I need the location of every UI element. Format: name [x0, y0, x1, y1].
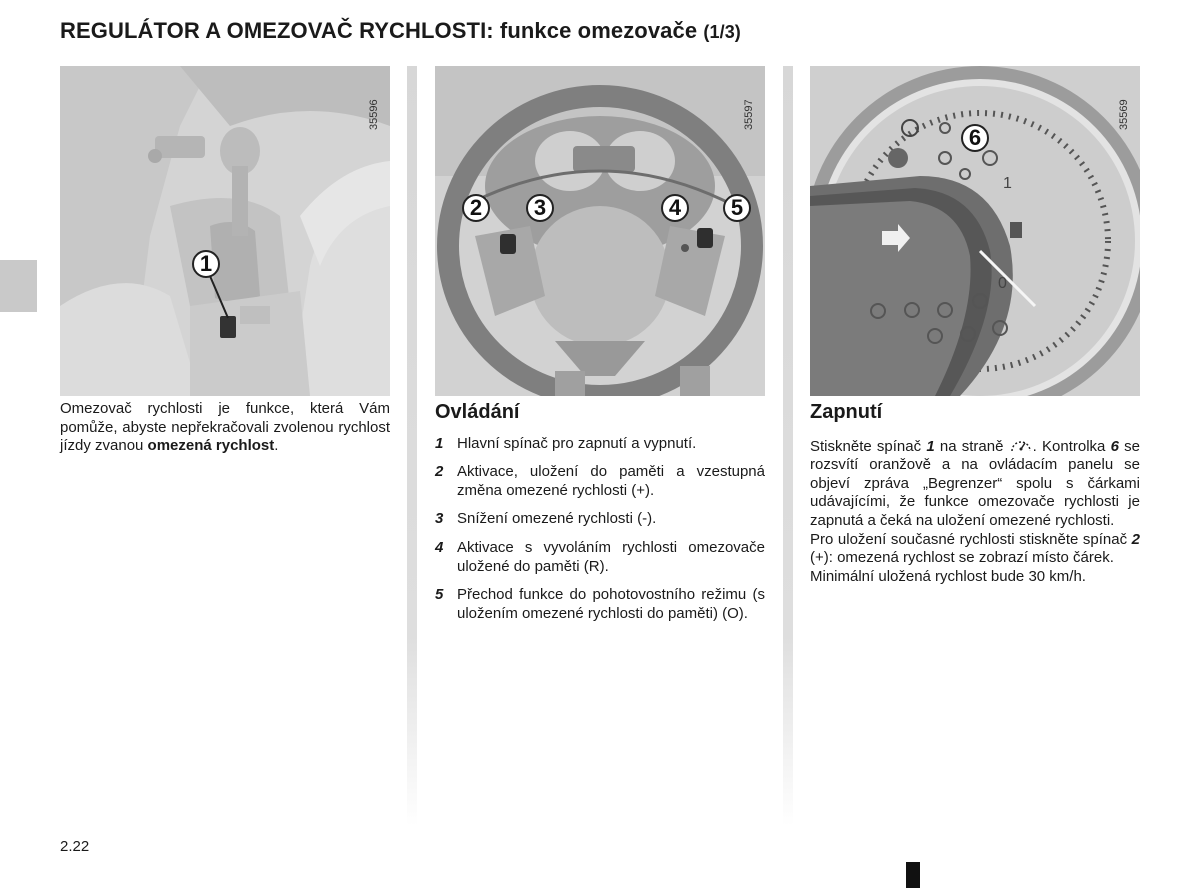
callout-4: 4: [661, 194, 689, 222]
intro-paragraph: Omezovač rychlosti je funkce, která Vám pomůže, abyste nepřekračovali zvolenou rychlost jízdy zvanou omezená rychlost.: [60, 400, 390, 455]
steering-wheel-illustration: [435, 66, 765, 396]
store-speed-paragraph: Pro uložení současné rychlosti stiskněte spínač 2 (+): omezená rychlost se zobrazí místo čárek.: [810, 530, 1140, 567]
page-title: REGULÁTOR A OMEZOVAČ RYCHLOSTI: funkce omezovače (1/3): [60, 18, 741, 43]
figure-number: 35597: [743, 99, 755, 130]
section-heading-controls: Ovládání: [435, 401, 520, 423]
gear-lever-illustration: [60, 66, 390, 396]
callout-2: 2: [462, 194, 490, 222]
speed-limiter-icon: [1009, 435, 1033, 455]
figure-number: 35569: [1118, 99, 1130, 130]
page-number: 2.22: [60, 838, 90, 855]
callout-5: 5: [723, 194, 751, 222]
list-item: 2 Aktivace, uložení do paměti a vzestupná změna omezené rychlosti (+).: [435, 463, 765, 499]
intro-bold-term: omezená rychlost: [147, 437, 275, 455]
svg-text:0: 0: [998, 275, 1007, 292]
page-part: (1/3): [703, 22, 741, 42]
section-tab: [0, 260, 37, 312]
column-intro: [60, 400, 390, 456]
svg-text:1: 1: [1003, 175, 1012, 192]
section-heading-activation: Zapnutí: [810, 401, 883, 423]
figure-number: 35596: [368, 99, 380, 130]
list-item: 1 Hlavní spínač pro zapnutí a vypnutí.: [435, 434, 697, 452]
activation-paragraph: Stiskněte spínač 1 na straně . Kontrolka 6 se rozsvítí oranžově a na ovládacím panelu se objeví zpráva „Begrenzer“ spolu s čárkami udávajícími, že funkce omezovače rychlosti je zapnutá a čeká na uložení omezené rychlosti.: [810, 435, 1140, 531]
column-divider: [783, 66, 793, 826]
column-divider: [407, 66, 417, 826]
column-activation: [810, 400, 1140, 586]
instrument-cluster-illustration: [810, 66, 1140, 396]
callout-3: 3: [526, 194, 554, 222]
minimum-speed-paragraph: Minimální uložená rychlost bude 30 km/h.: [810, 567, 1086, 585]
callout-6: 6: [961, 124, 989, 152]
list-item: 4 Aktivace s vyvoláním rychlosti omezovače uložené do paměti (R).: [435, 538, 765, 575]
page-marker: [906, 862, 920, 888]
list-item: 5 Přechod funkce do pohotovostního režimu (s uložením omezené rychlosti do paměti) (O).: [435, 586, 765, 622]
list-item: 3 Snížení omezené rychlosti (-).: [435, 510, 657, 528]
callout-1: 1: [192, 250, 220, 278]
column-controls: [435, 400, 765, 633]
